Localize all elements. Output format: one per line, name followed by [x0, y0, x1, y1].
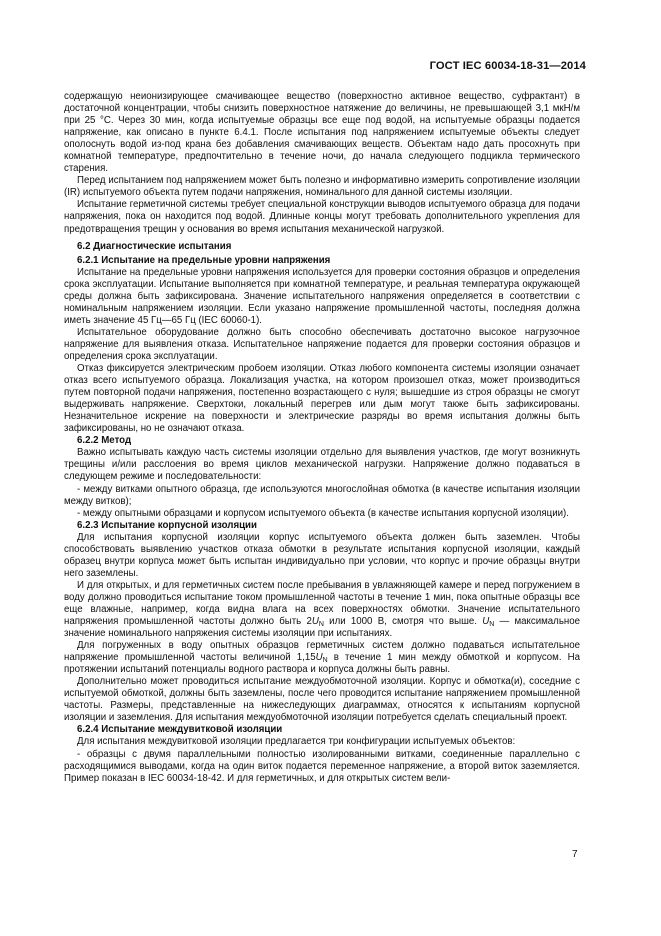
section-heading-6-2-2: 6.2.2 Метод	[77, 435, 132, 447]
paragraph: Для испытания междувитковой изоляции предлагается три конфигурации испытуемых объектов:	[77, 736, 516, 748]
section-heading-6-2-3: 6.2.3 Испытание корпусной изоляции	[77, 519, 257, 531]
page-content	[64, 91, 580, 785]
list-item: - между витками опытного образца, где используются многослойная обмотка (в качестве испытания изоляции между витков);	[64, 483, 580, 507]
paragraph: Отказ фиксируется электрическим пробоем изоляции. Отказ любого компонента системы изоляции означает отказ всего испытуемого образца. Локализация участка, на котором произошел отказ, может производиться путем повторной подачи напряжения, постепенно возрастающего с нуля; вышедшие из строя образцы не смогут выдерживать напряжение. Сверхтоки, локальный перегрев или дым могут также быть зафиксированы. Незначительное искрение на поверхности и электрические разряды во время испытания должны быть зафиксированы, но не означают отказа.	[64, 363, 580, 435]
list-item: - между опытными образцами и корпусом испытуемого объекта (в качестве испытания корпусной изоляции).	[77, 507, 569, 519]
paragraph	[64, 640, 580, 676]
voltage-symbol: U	[482, 616, 490, 628]
text-run: Для погруженных в воду опытных образцов герметичных систем должно подаваться испытательное напряжение промышленной частоты величиной 1,15	[64, 640, 580, 664]
paragraph: Испытание на предельные уровни напряжения используется для проверки состояния образцов и определения срока эксплуатации. Испытание выполняется при комнатной температуре, и реальная температура окружающей среды должна быть зафиксирована. Значение испытательного напряжения определяется в соответствии с номинальным напряжением изоляции. Если указано напряжение промышленной частоты, последняя должна иметь значение 45 Гц—65 Гц (IEC 60060-1).	[64, 266, 580, 326]
paragraph: Важно испытывать каждую часть системы изоляции отдельно для выявления участков, где могут возникнуть трещины и/или расслоения во время циклов механической нагрузки. Напряжение должно подаваться в следующем режиме и последовательности:	[64, 447, 580, 483]
voltage-symbol: U	[315, 652, 323, 664]
text-run: в течение 1 мин между обмоткой и корпусом. На протяжении испытаний потенциалы водного раствора и корпуса должны быть равны.	[64, 652, 580, 676]
page-number: 7	[572, 849, 578, 860]
voltage-subscript: N	[322, 657, 328, 665]
list-item: - образцы с двумя параллельными полностью изолированными витками, соединенные параллельно с расходящимися выводами, когда на один виток подается переменное напряжение, а второй виток заземляется. Пример показан в IEC 60034-18-42. И для герметичных, и для открытых систем вели-	[64, 748, 580, 784]
paragraph	[64, 580, 580, 640]
text-run: И для открытых, и для герметичных систем после пребывания в увлажняющей камере и перед погружением в воду должно проводиться испытание током промышленной частоты в течение 1 мин, пока опытные образцы все еще влажные, например, когда видна влага на всех поверхностях обмотки. Значение испытательного напряжения промышленной частоты должно быть 2	[64, 579, 580, 628]
paragraph: содержащую неионизирующее смачивающее вещество (поверхностно активное вещество, суфрактант) в достаточной концентрации, чтобы снизить поверхностное натяжение до величины, не превышающей 3,1 мкН/м при 25 °С. Через 30 мин, когда испытуемые образцы все еще под водой, на испытуемые образцы подается напряжение, как описано в пункте 6.4.1. После испытания под напряжением испытуемые объекты следует ополоснуть водой из-под крана без добавления смачивающих веществ. Объектам надо дать просохнуть при комнатной температуре, предпочтительно в течение ночи, до начала следующего подцикла термического старения.	[64, 91, 580, 175]
text-run: или 1000 В, смотря что выше.	[323, 616, 477, 628]
section-heading-6-2: 6.2 Диагностические испытания	[77, 240, 232, 252]
voltage-subscript: N	[489, 621, 495, 629]
paragraph: Испытательное оборудование должно быть способно обеспечивать достаточно высокое нагрузочное напряжение для выявления отказа. Испытательное напряжение подается для проверки состояния образцов и определения срока эксплуатации.	[64, 326, 580, 362]
paragraph: Дополнительно может проводиться испытание междуобмоточной изоляции. Корпус и обмотка(и), соседние с испытуемой обмоткой, должны быть заземлены, после чего проводится испытание напряжением промышленной частоты. Размеры, представленные на нижеследующих диаграммах, относятся к испытаниям корпусной изоляции и заземления. Для испытания междуобмоточной изоляции потребуется сделать специальный проект.	[64, 676, 580, 724]
section-heading-6-2-1: 6.2.1 Испытание на предельные уровни напряжения	[77, 254, 331, 266]
section-heading-6-2-4: 6.2.4 Испытание междувитковой изоляции	[77, 724, 283, 736]
paragraph: Для испытания корпусной изоляции корпус испытуемого объекта должен быть заземлен. Чтобы способствовать выявлению участков отказа обмотки в результате испытания корпусной изоляции, каждый образец внутри корпуса может быть испытан индивидуально при условии, что корпус и прочие образцы внутри него заземлены.	[64, 531, 580, 579]
text-run: — максимальное значение номинального напряжения системы изоляции при испытаниях.	[64, 616, 580, 640]
paragraph: Перед испытанием под напряжением может быть полезно и информативно измерить сопротивление изоляции (IR) испытуемого объекта путем подачи напряжения, номинального для данной системы изоляции.	[64, 175, 580, 199]
paragraph: Испытание герметичной системы требует специальной конструкции выводов испытуемого образца для подачи напряжения, пока он находится под водой. Длинные концы могут требовать дополнительного укрепления для предотвращения трещин у основания во время испытания механической нагрузкой.	[64, 199, 580, 235]
voltage-symbol: U	[311, 616, 319, 628]
document-code: ГОСТ IEC 60034-18-31—2014	[429, 60, 586, 72]
voltage-subscript: N	[318, 621, 324, 629]
